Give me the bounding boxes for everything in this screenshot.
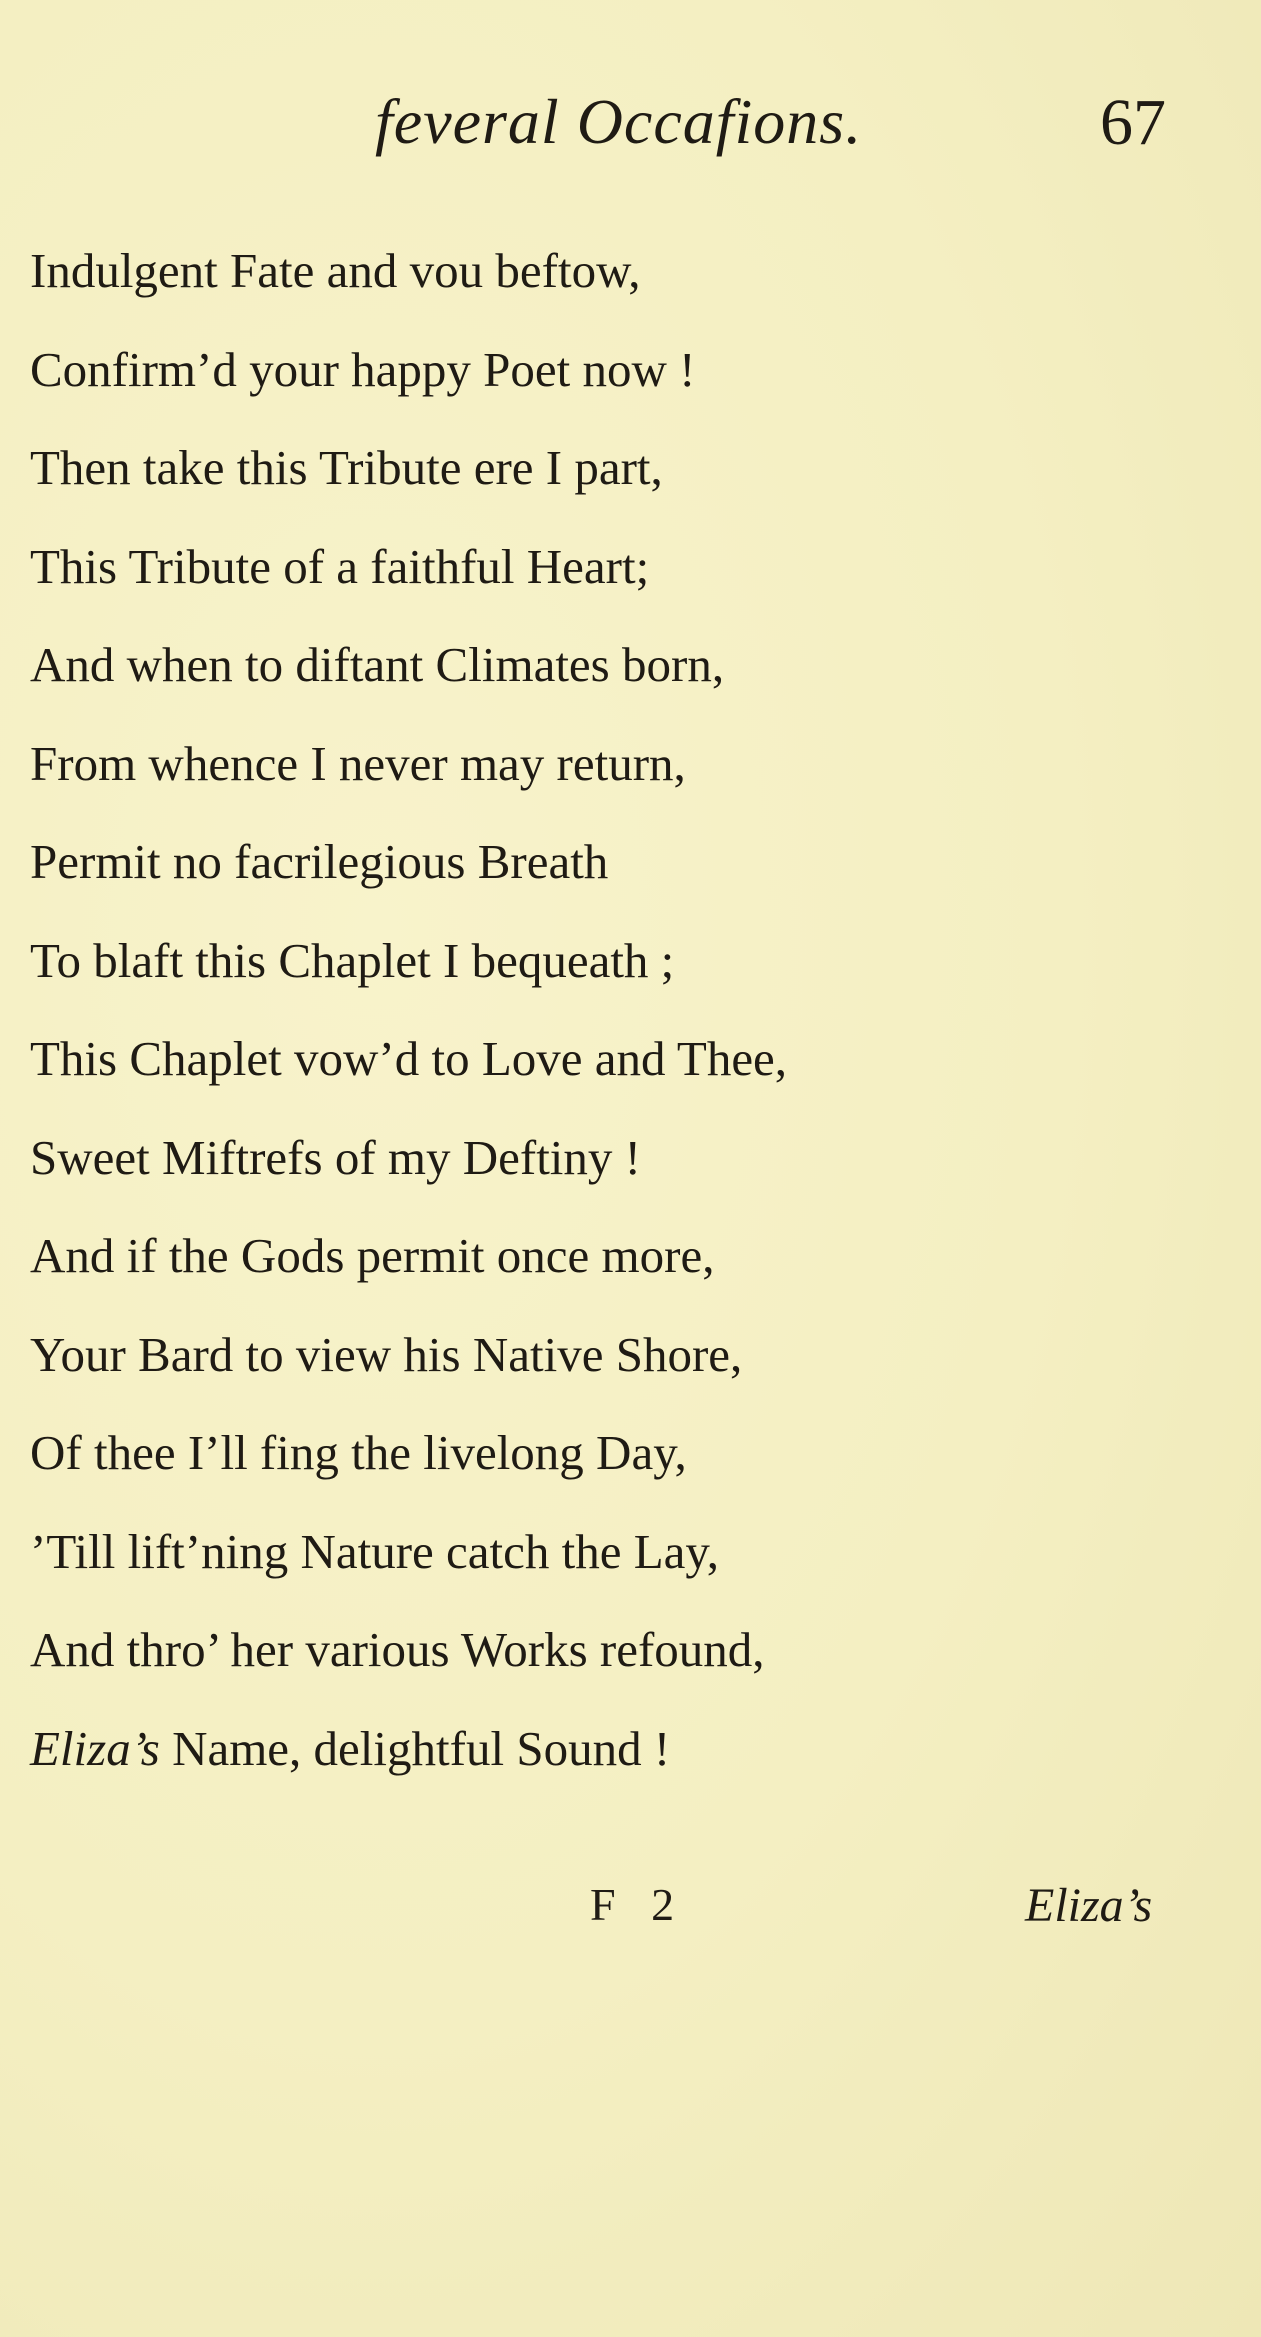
poem-line: Your Bard to view his Native Shore, <box>30 1326 743 1382</box>
signature-mark: F 2 <box>590 1879 687 1930</box>
poem-line: To blaft this Chaplet I bequeath ; <box>30 932 675 988</box>
poem-line: Permit no facrilegious Breath <box>30 834 609 889</box>
poem-line: And if the Gods permit once more, <box>30 1228 715 1283</box>
poem-line: From whence I never may return, <box>30 735 686 791</box>
poem-line: Confirm’d your happy Poet now ! <box>30 341 696 397</box>
page-number: 67 <box>1100 86 1166 159</box>
poem-line: And when to diftant Climates born, <box>30 637 725 692</box>
poem-line: This Tribute of a faithful Heart; <box>30 538 650 594</box>
poem-line: Then take this Tribute ere I part, <box>30 440 663 495</box>
page-header <box>0 85 1261 175</box>
page-footer <box>0 1878 1261 1958</box>
poem-line: ’Till lift’ning Nature catch the Lay, <box>30 1523 719 1579</box>
poem-line: Of thee I’ll fing the livelong Day, <box>30 1425 687 1480</box>
poem-line: Indulgent Fate and vou beftow, <box>30 243 641 298</box>
poem-line: Sweet Miftrefs of my Deftiny ! <box>30 1129 641 1185</box>
poem-line: And thro’ her various Works refound, <box>30 1622 765 1677</box>
poem-name-eliza: Eliza’s <box>30 1720 160 1776</box>
poem-line-last <box>30 1700 1210 1799</box>
poem-line: This Chaplet vow’d to Love and Thee, <box>30 1031 788 1086</box>
poem-line-rest: Name, delightful Sound ! <box>159 1720 671 1776</box>
running-head: feveral Occafions. <box>375 86 863 157</box>
poem-text <box>30 222 1210 1798</box>
catchword: Eliza’s <box>1025 1879 1153 1932</box>
